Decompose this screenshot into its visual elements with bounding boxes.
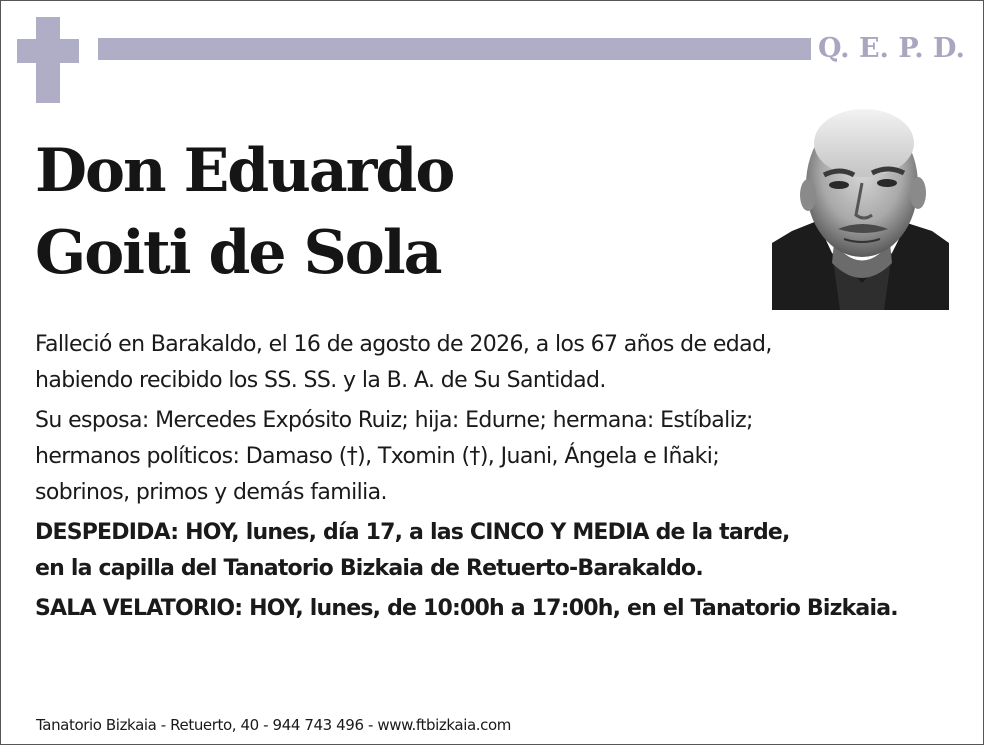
text-line: Su esposa: Mercedes Expósito Ruiz; hija: Edurne; hermana: Estíbaliz;: [35, 408, 753, 433]
footer-contact: Tanatorio Bizkaia - Retuerto, 40 - 944 743 496 - www.ftbizkaia.com: [36, 716, 511, 734]
notice-body: [35, 327, 965, 631]
name-line-1: Don Eduardo: [35, 136, 454, 206]
farewell-paragraph: [35, 515, 965, 587]
text-line: en la capilla del Tanatorio Bizkaia de Retuerto-Barakaldo.: [35, 556, 703, 581]
wake-paragraph: [35, 591, 965, 627]
text-line: habiendo recibido los SS. SS. y la B. A. de Su Santidad.: [35, 368, 606, 393]
text-line: sobrinos, primos y demás familia.: [35, 480, 387, 505]
cross-icon: [17, 17, 79, 103]
portrait-photo: [772, 103, 949, 310]
text-line: Falleció en Barakaldo, el 16 de agosto de 2026, a los 67 años de edad,: [35, 332, 772, 357]
header-bar: [98, 38, 811, 60]
family-paragraph: [35, 403, 965, 511]
qepd-label: Q. E. P. D.: [818, 33, 965, 64]
deceased-name: [35, 130, 453, 294]
death-paragraph: [35, 327, 965, 399]
name-line-2: Goiti de Sola: [35, 218, 441, 288]
text-line: SALA VELATORIO: HOY, lunes, de 10:00h a 17:00h, en el Tanatorio Bizkaia.: [35, 596, 898, 621]
text-line: DESPEDIDA: HOY, lunes, día 17, a las CINCO Y MEDIA de la tarde,: [35, 520, 790, 545]
text-line: hermanos políticos: Damaso (†), Txomin (†), Juani, Ángela e Iñaki;: [35, 444, 720, 469]
